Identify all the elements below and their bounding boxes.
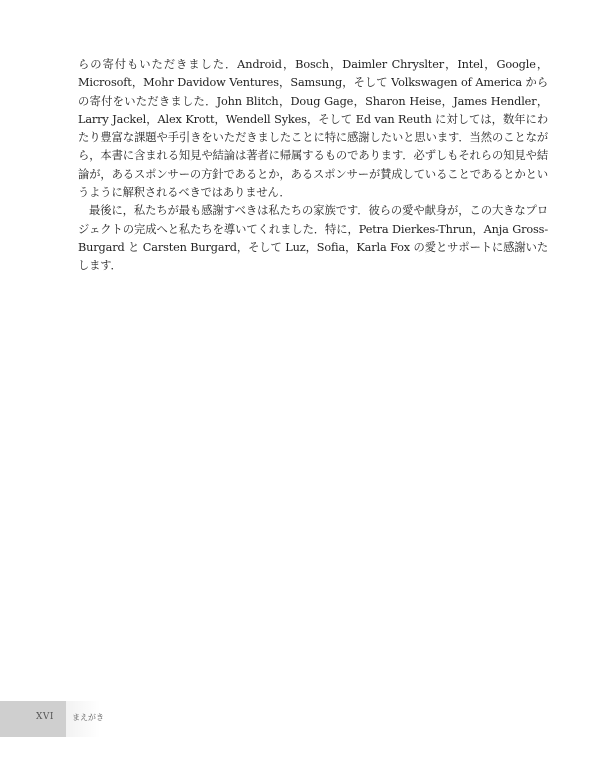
page-body xyxy=(78,56,548,276)
paragraph-acknowledgements: らの寄付もいただきました．Android，Bosch，Daimler Chryslter，Intel，Google，Microsoft，Mohr Davidow Ventures，Samsung，そして Volkswagen of America からの寄付をいただきました．John Blitch，Doug Gage，Sharon Heise，James Hendler，Larry Jackel，Alex Krott，Wendell Sykes，そして Ed van Reuth に対しては，数年にわたり豊富な課題や手引きをいただきましたことに特に感謝したいと思います．当然のことながら，本書に含まれる知見や結論は著者に帰属するものであります．必ずしもそれらの知見や結論が，あるスポンサーの方針であるとか，あるスポンサーが賛成していることであるとかというように解釈されるべきではありません． xyxy=(78,58,548,200)
footer-page-tab xyxy=(0,701,66,737)
page-number: XVI xyxy=(36,712,54,722)
running-section-title: まえがき xyxy=(72,713,104,722)
paragraph-family-thanks: 最後に，私たちが最も感謝すべきは私たちの家族です．彼らの愛や献身が，この大きなプロジェクトの完成へと私たちを導いてくれました．特に，Petra Dierkes-Thrun，Anja Gross-Burgard と Carsten Burgard，そして Luz，Sofia，Karla Fox の愛とサポートに感謝いたします． xyxy=(78,204,548,273)
